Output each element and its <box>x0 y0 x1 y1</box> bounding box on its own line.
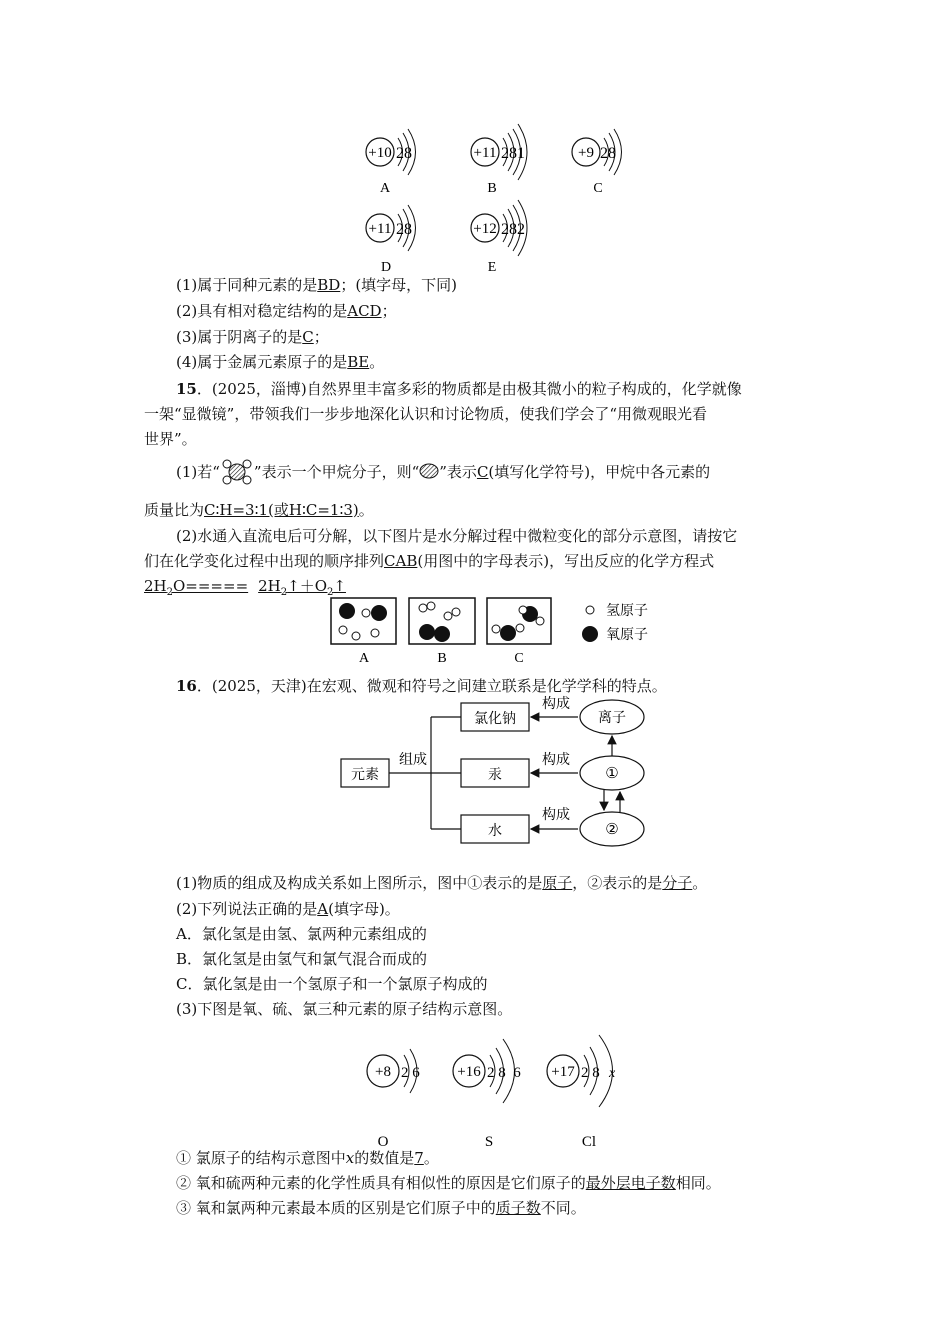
eq-right: 2H <box>258 577 281 595</box>
q15-part1-line1 <box>176 459 710 485</box>
water-box: 水 <box>488 823 502 839</box>
q15-part2-answer: CAB <box>384 552 418 570</box>
q14-part3-answer: C <box>302 328 314 346</box>
q14-part2-answer: ACD <box>347 302 382 320</box>
q16-part1-text-b: ，②表示的是 <box>572 874 663 892</box>
q16-sub3 <box>176 1198 586 1218</box>
methane-molecule-icon <box>220 459 254 485</box>
eq-left: 2H <box>144 577 167 595</box>
eq-sub: 2 <box>166 587 173 598</box>
option-label: D <box>380 260 392 275</box>
compose-label: 组成 <box>399 752 427 768</box>
ion-node: 离子 <box>598 710 626 726</box>
q14-part2-suffix: ； <box>381 302 397 320</box>
legend-hydrogen: 氢原子 <box>606 603 648 619</box>
q14-part3-text: (3)属于阴离子的是 <box>176 328 303 346</box>
q14-part1-answer: BD <box>317 276 341 294</box>
q15-stem-line2: 一架“显微镜”，带领我们一步步地深化认识和讨论物质，使我们学会了“用微观眼光看 <box>144 405 708 423</box>
q16-option-b: B．氯化氢是由氢气和氯气混合而成的 <box>176 950 428 968</box>
eq-arrow: O===== <box>173 577 249 595</box>
q16-stem-text: ．(2025，天津)在宏观、微观和符号之间建立联系是化学学科的特点。 <box>196 677 667 695</box>
q15-stem-line3: 世界”。 <box>144 430 197 448</box>
atom-diagram-e <box>471 200 527 275</box>
nucleus-charge: +16 <box>457 1064 481 1080</box>
q16-option-c: C．氯化氢是由一个氢原子和一个氯原子构成的 <box>176 975 488 993</box>
element-box: 元素 <box>351 767 379 783</box>
eq-sub: 2 <box>280 587 288 598</box>
q16-part2-text: (2)下列说法正确的是 <box>176 900 318 918</box>
q16-part1-text-c: 。 <box>692 874 708 892</box>
q16-sub3-text: ③ 氧和氯两种元素最本质的区别是它们原子中的 <box>176 1199 496 1217</box>
q14-part3 <box>176 327 329 347</box>
q16-sub2 <box>176 1173 721 1193</box>
q15-part1-line2 <box>144 500 374 520</box>
composition-diagram <box>0 692 950 862</box>
atom-diagram-sulfur <box>453 1039 521 1148</box>
electron-config: 282 <box>501 221 525 238</box>
legend-oxygen: 氧原子 <box>606 627 648 643</box>
legend <box>582 603 648 643</box>
electron-config: 2 6 <box>401 1065 420 1081</box>
q14-part4-text: (4)属于金属元素原子的是 <box>176 353 348 371</box>
unknown-x: x <box>609 1066 616 1081</box>
q15-stem-line1 <box>176 379 742 399</box>
atom-structure-diagrams-set2 <box>0 1018 950 1148</box>
atom-diagram-d <box>366 205 416 275</box>
question-number: 16 <box>176 677 197 695</box>
q15-part1-text-e: 质量比为 <box>144 501 205 519</box>
q16-option-a: A．氯化氢是由氢、氯两种元素组成的 <box>176 925 427 943</box>
atom-diagram-oxygen <box>367 1049 420 1148</box>
build-label-3: 构成 <box>542 807 570 823</box>
q15-part1-text-f: 。 <box>358 501 374 519</box>
q16-sub1 <box>176 1148 439 1168</box>
question-number: 15 <box>176 380 197 398</box>
q14-part3-suffix: ； <box>313 328 329 346</box>
nucleus-charge: +17 <box>551 1064 575 1080</box>
q16-sub2-text: ② 氧和硫两种元素的化学性质具有相似性的原因是它们原子的 <box>176 1174 586 1192</box>
variable-x: x <box>345 1149 355 1167</box>
q14-part2 <box>176 301 397 321</box>
eq-end2: ↑ <box>333 577 346 595</box>
q14-part4 <box>176 352 384 372</box>
element-symbol: S <box>484 1134 494 1148</box>
q16-part1-answer1: 原子 <box>542 874 573 892</box>
nucleus-charge: +11 <box>368 221 392 237</box>
box-label: B <box>437 651 447 666</box>
q15-part1-answer2: C∶H=3∶1(或H∶C=1∶3) <box>204 501 359 519</box>
nucleus-charge: +8 <box>375 1064 391 1080</box>
box-a <box>331 598 396 666</box>
q15-part2-text: 们在化学变化过程中出现的顺序排列 <box>144 552 385 570</box>
option-label: E <box>487 260 497 275</box>
nucleus-charge: +9 <box>578 145 594 161</box>
electron-config: 28 <box>396 221 412 238</box>
atom-diagram-b <box>471 124 527 196</box>
q14-part1-text: (1)属于同种元素的是 <box>176 276 318 294</box>
nacl-box: 氯化钠 <box>474 711 516 727</box>
build-label-1: 构成 <box>542 696 570 712</box>
q16-sub1-text-b: 的数值是 <box>354 1149 415 1167</box>
option-label: C <box>593 181 603 196</box>
q16-part1-text: (1)物质的组成及构成关系如上图所示，图中①表示的是 <box>176 874 543 892</box>
element-symbol: Cl <box>581 1134 597 1148</box>
q16-sub3-text-b: 不同。 <box>540 1199 586 1217</box>
q14-part4-suffix: 。 <box>369 353 385 371</box>
q15-part2-line2 <box>144 551 714 571</box>
electron-config: 28 <box>396 145 412 162</box>
q14-part2-text: (2)具有相对稳定结构的是 <box>176 302 348 320</box>
q15-part1-text-b: ”表示一个甲烷分子，则“ <box>253 463 420 481</box>
atom-diagram-c <box>572 129 622 196</box>
node-2: ② <box>605 820 619 838</box>
box-c <box>487 598 551 666</box>
q15-part1-text-d: (填写化学符号)，甲烷中各元素的 <box>488 463 711 481</box>
atom-structure-diagrams-set1 <box>0 0 950 290</box>
nucleus-charge: +11 <box>473 145 497 161</box>
q15-part2-text-c: (用图中的字母表示)，写出反应的化学方程式 <box>417 552 715 570</box>
carbon-atom-icon <box>419 463 439 479</box>
eq-end: ↑＋O <box>287 577 328 595</box>
q16-part2 <box>176 899 400 919</box>
q16-sub2-answer: 最外层电子数 <box>585 1174 676 1192</box>
q16-part1-answer2: 分子 <box>662 874 693 892</box>
q15-part1-answer: C <box>476 463 489 481</box>
water-decomposition-diagram <box>0 596 950 676</box>
q16-sub1-text-c: 。 <box>423 1149 439 1167</box>
q15-part1-text-a: (1)若“ <box>176 463 220 481</box>
element-symbol: O <box>377 1134 389 1148</box>
electron-config: 2 8 6 <box>487 1065 521 1081</box>
q16-part2-answer: A <box>317 900 329 918</box>
q16-part2-text-b: (填字母)。 <box>328 900 400 918</box>
q16-sub1-text: ① 氯原子的结构示意图中 <box>176 1149 346 1167</box>
option-label: B <box>487 181 497 196</box>
electron-config: 281 <box>501 145 525 162</box>
q15-stem-text: ．(2025，淄博)自然界里丰富多彩的物质都是由极其微小的粒子构成的，化学就像 <box>196 380 742 398</box>
eq-sub: 2 <box>327 587 334 598</box>
electron-config: 28 <box>600 145 616 162</box>
nucleus-charge: +10 <box>368 145 392 161</box>
atom-diagram-a <box>366 129 416 196</box>
q16-sub3-answer: 质子数 <box>495 1199 541 1217</box>
q14-part4-answer: BE <box>347 353 370 371</box>
q16-sub1-answer: 7 <box>414 1149 424 1167</box>
atom-diagram-chlorine <box>547 1035 616 1148</box>
mercury-box: 汞 <box>488 767 502 783</box>
nucleus-charge: +12 <box>473 221 497 237</box>
q16-sub2-text-b: 相同。 <box>675 1174 721 1192</box>
q16-part3: (3)下图是氧、硫、氯三种元素的原子结构示意图。 <box>176 1000 513 1018</box>
q14-part1-suffix: ；(填字母，下同) <box>340 276 458 294</box>
q14-part1 <box>176 275 457 295</box>
node-1: ① <box>605 764 619 782</box>
box-b <box>409 598 475 666</box>
q15-part1-text-c: ”表示 <box>439 463 477 481</box>
q15-part2-line1: (2)水通入直流电后可分解，以下图片是水分解过程中微粒变化的部分示意图，请按它 <box>176 527 738 545</box>
chemical-equation <box>144 577 346 598</box>
box-label: C <box>514 651 524 666</box>
electron-config: 2 8 <box>581 1065 600 1081</box>
option-label: A <box>379 181 391 196</box>
q16-part1 <box>176 873 707 893</box>
box-label: A <box>358 651 370 666</box>
build-label-2: 构成 <box>542 752 570 768</box>
